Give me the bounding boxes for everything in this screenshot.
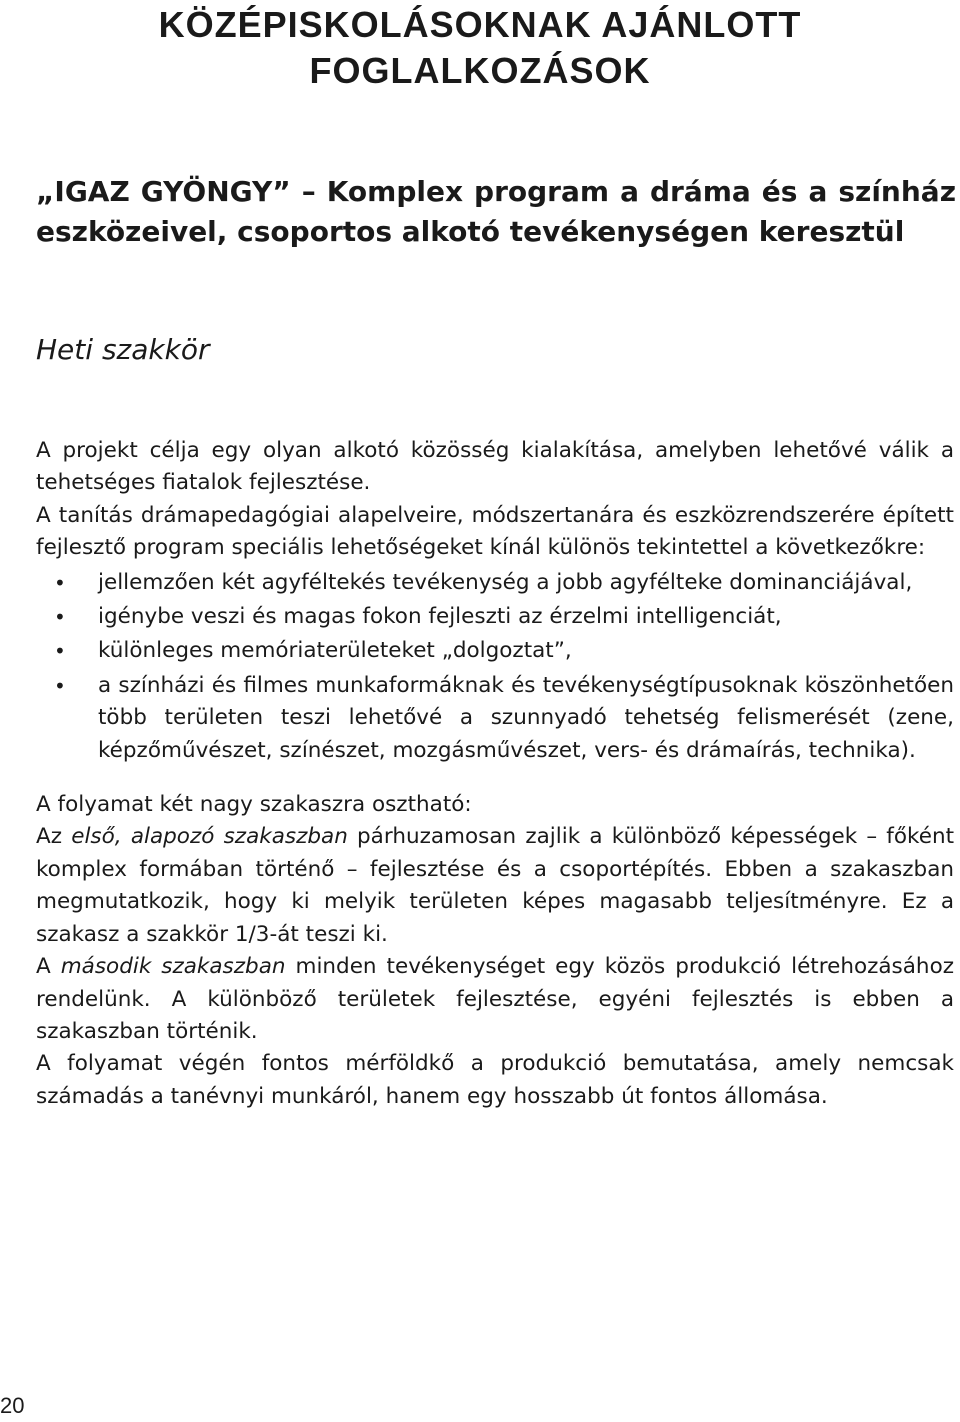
list-item <box>36 670 954 767</box>
program-subtitle: „IGAZ GYÖNGY” – Komplex program a dráma és a színház eszközeivel, csoportos alkotó tevékenységen keresztül <box>36 175 956 248</box>
first-phase-prefix: Az <box>36 824 72 850</box>
page-number: 20 <box>0 1393 25 1418</box>
second-phase-prefix: A <box>36 954 61 980</box>
second-phase-text: minden tevékenységet egy közös produkció létrehozásához rendelünk. A különböző területek fejlesztése, egyéni fejlesztés is ebben a szakaszban történik. <box>36 954 955 1044</box>
page-title: KÖZÉPISKOLÁSOKNAK AJÁNLOTT FOGLALKOZÁSOK <box>158 4 802 91</box>
bullet-icon: • <box>54 639 66 664</box>
benefit-list <box>36 567 954 767</box>
second-phase-paragraph <box>36 951 954 1048</box>
goal-paragraph: A projekt célja egy olyan alkotó közösség kialakítása, amelyben lehetővé válik a tehetséges fiatalok fejlesztése. <box>36 438 954 496</box>
list-item <box>36 635 954 667</box>
list-item-text: különleges memóriaterületeket „dolgoztat”, <box>98 638 572 664</box>
method-paragraph: A tanítás drámapedagógiai alapelveire, módszertanára és eszközrendszerére épített fejlesztő program speciális lehetőségeket kínál különös tekintettel a következőkre: <box>36 502 954 561</box>
bullet-icon: • <box>54 673 66 698</box>
bullet-icon: • <box>54 605 66 630</box>
list-item-text: a színházi és filmes munkaformáknak és tevékenységtípusoknak köszönhetően több területen teszi lehetővé a szunnyadó tehetség felismerését (zene, képzőművészet, színészet, mozgásművészet, vers- és drámaírás, technika). <box>98 672 954 763</box>
bullet-icon: • <box>54 570 66 595</box>
closing-paragraph: A folyamat végén fontos mérföldkő a produkció bemutatása, amely nemcsak számadás a tanévnyi munkáról, hanem egy hosszabb út fontos állomása. <box>36 1051 954 1109</box>
first-phase-text: párhuzamosan zajlik a különböző képességek – főként komplex formában történő – fejlesztése és a csoportépítés. Ebben a szakaszban megmutatkozik, hogy ki melyik területen képes magasabb teljesítményre. Ez a szakasz a szakkör 1/3-át teszi ki. <box>36 824 955 947</box>
first-phase-paragraph <box>36 821 954 951</box>
process-intro: A folyamat két nagy szakaszra osztható: <box>36 792 472 818</box>
body-text <box>36 435 954 1113</box>
second-phase-emphasis: második szakaszban <box>60 954 286 980</box>
list-item-text: jellemzően két agyféltekés tevékenység a jobb agyfélteke dominanciájával, <box>98 569 913 595</box>
list-item-text: igénybe veszi és magas fokon fejleszti az érzelmi intelligenciát, <box>98 604 782 630</box>
list-item <box>36 567 954 599</box>
first-phase-emphasis: első, alapozó szakaszban <box>71 824 348 850</box>
section-label: Heti szakkör <box>36 333 210 366</box>
list-item <box>36 601 954 633</box>
